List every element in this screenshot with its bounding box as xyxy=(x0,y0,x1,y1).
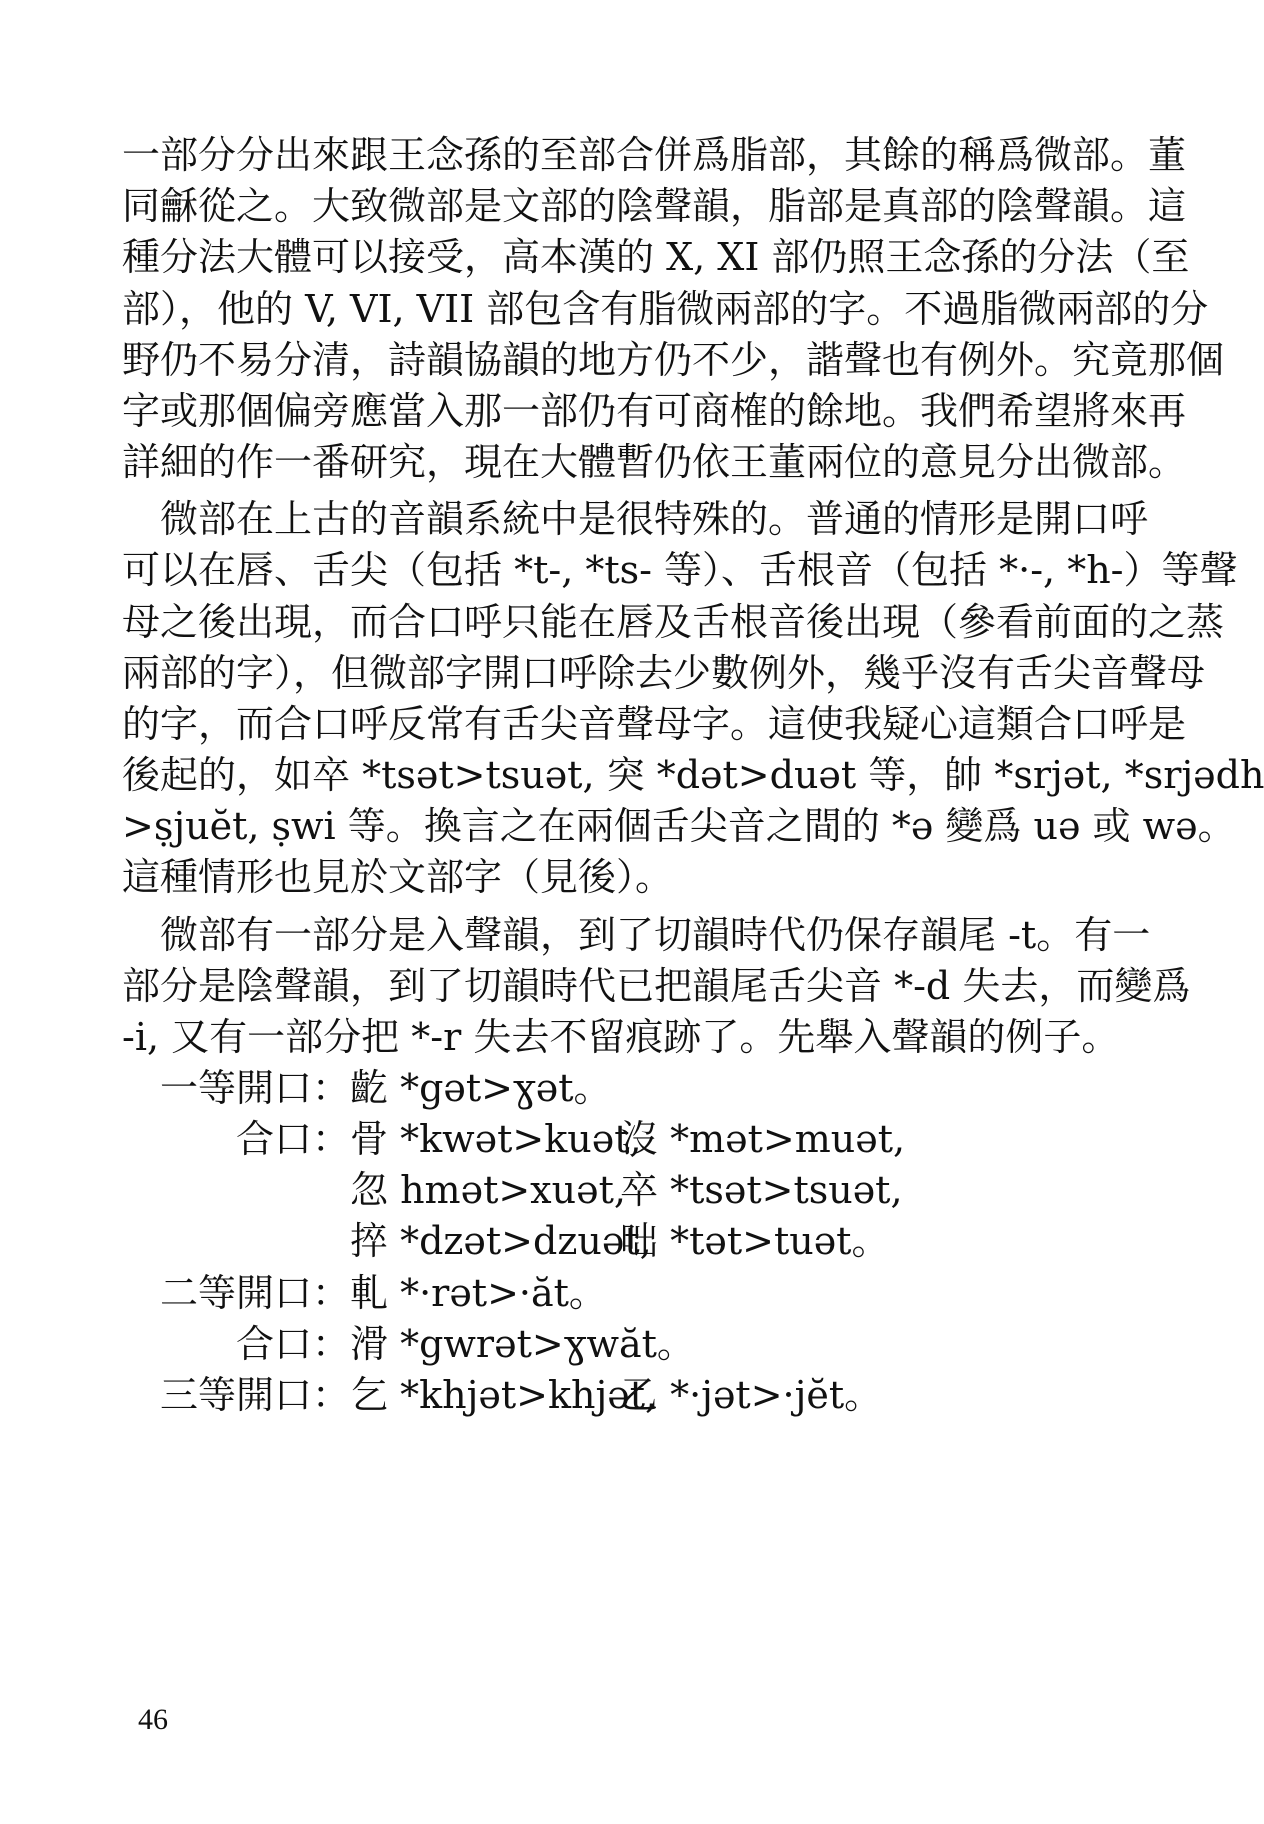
text-line: >ṣjuĕt, ṣwi 等。換言之在兩個舌尖音之間的 *ə 變爲 uə 或 wə。 xyxy=(122,804,1236,848)
text-line: -i, 又有一部分把 *-r 失去不留痕跡了。先舉入聲韻的例子。 xyxy=(122,1015,1120,1059)
text-line: 部），他的 V, VI, VII 部包含有脂微兩部的字。不過脂微兩部的分 xyxy=(122,287,1209,331)
text-line: 的字，而合口呼反常有舌尖音聲母字。這使我疑心這類合口呼是 xyxy=(122,702,1187,746)
example-label: 合口： xyxy=(236,1117,351,1161)
text-line: 字或那個偏旁應當入那一部仍有可商榷的餘地。我們希望將來再 xyxy=(122,389,1187,433)
example-item: 滑 *gwrət>ɣwăt。 xyxy=(350,1322,695,1366)
example-item: 捽 *dzət>dzuət, xyxy=(350,1219,652,1263)
example-item: 卒 *tsət>tsuət, xyxy=(620,1168,903,1212)
example-item: 乙 *·jət>·jĕt。 xyxy=(620,1373,883,1417)
text-line: 微部在上古的音韻系統中是很特殊的。普通的情形是開口呼 xyxy=(160,497,1149,541)
example-label: 一等開口： xyxy=(160,1066,351,1110)
text-line: 這種情形也見於文部字（見後）。 xyxy=(122,855,674,899)
example-item: 乞 *khjət>khjət, xyxy=(350,1373,658,1417)
text-line: 野仍不易分清，詩韻協韻的地方仍不少，諧聲也有例外。究竟那個 xyxy=(122,338,1225,382)
example-label: 合口： xyxy=(236,1322,351,1366)
text-line: 種分法大體可以接受，高本漢的 X, XI 部仍照王念孫的分法（至 xyxy=(122,235,1190,279)
text-line: 一部分分出來跟王念孫的至部合併爲脂部，其餘的稱爲微部。董 xyxy=(122,133,1187,177)
example-label: 三等開口： xyxy=(160,1373,351,1417)
example-item: 咄 *tət>tuət。 xyxy=(620,1219,890,1263)
example-item: 齕 *gət>ɣət。 xyxy=(350,1066,612,1110)
text-line: 微部有一部分是入聲韻，到了切韻時代仍保存韻尾 -t。有一 xyxy=(160,913,1151,957)
text-line: 後起的，如卒 *tsət>tsuət, 突 *dət>duət 等，帥 *srjət, *srjədh xyxy=(122,753,1264,797)
example-item: 骨 *kwət>kuət, xyxy=(350,1117,642,1161)
example-item: 忽 hmət>xuət, xyxy=(350,1168,626,1212)
text-line: 同龢從之。大致微部是文部的陰聲韻，脂部是真部的陰聲韻。這 xyxy=(122,184,1187,228)
text-line: 兩部的字），但微部字開口呼除去少數例外，幾乎沒有舌尖音聲母 xyxy=(122,651,1206,695)
text-line: 部分是陰聲韻，到了切韻時代已把韻尾舌尖音 *-d 失去，而變爲 xyxy=(122,964,1191,1008)
example-item: 軋 *·rət>·ăt。 xyxy=(350,1271,607,1315)
example-label: 二等開口： xyxy=(160,1271,351,1315)
text-line: 詳細的作一番研究，現在大體暫仍依王董兩位的意見分出微部。 xyxy=(122,440,1187,484)
text-line: 母之後出現，而合口呼只能在唇及舌根音後出現（參看前面的之蒸 xyxy=(122,600,1225,644)
page-number: 46 xyxy=(138,1703,168,1736)
text-line: 可以在唇、舌尖（包括 *t-, *ts- 等）、舌根音（包括 *·-, *h-）等聲 xyxy=(122,548,1238,592)
example-item: 沒 *mət>muət, xyxy=(620,1117,906,1161)
